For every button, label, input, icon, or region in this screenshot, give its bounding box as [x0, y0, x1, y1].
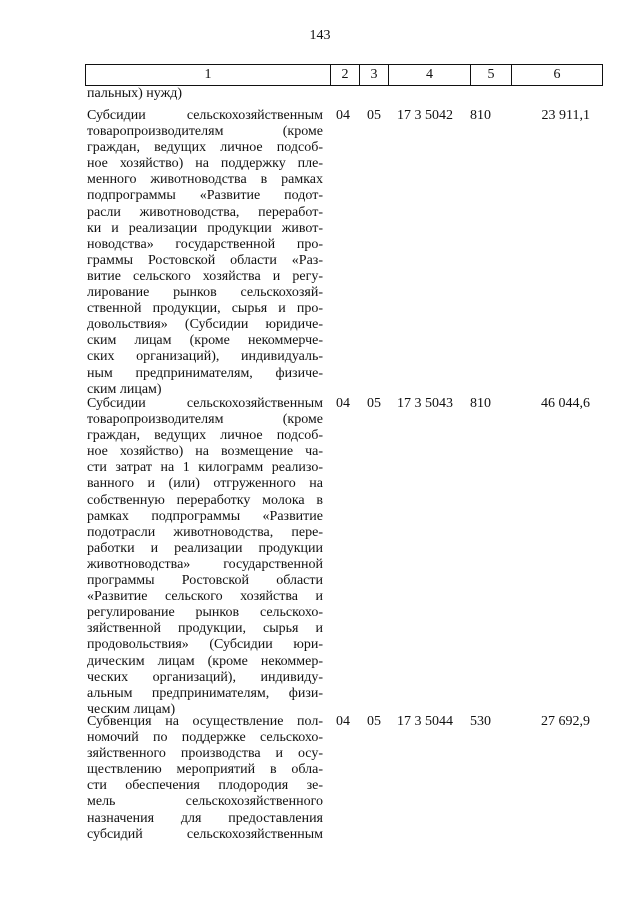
description-line: довольствия» (Субсидии юридиче- — [87, 317, 323, 333]
target-article-code: 17 3 5042 — [397, 108, 453, 123]
description-line: ственной продукции, сырья и про- — [87, 301, 323, 317]
description-line: граждан, ведущих личное подсоб- — [87, 140, 323, 156]
subsection-code: 05 — [367, 396, 381, 411]
description-line: ки и реализации продукции живот- — [87, 220, 323, 236]
header-col-5: 5 — [471, 65, 512, 86]
description-line: граждан, ведущих личное подсоб- — [87, 428, 323, 444]
description-line: альным предпринимателям, физи- — [87, 685, 323, 701]
description-line: номочий по поддержке сельскохо- — [87, 730, 323, 746]
subsection-code: 05 — [367, 714, 381, 729]
description-line: ным предпринимателям, физиче- — [87, 365, 323, 381]
description-line: Субвенция на осуществление пол- — [87, 714, 323, 729]
amount: 23 911,1 — [541, 108, 590, 123]
description-line: работки и реализации продукции — [87, 540, 323, 556]
description-line: ским лицам (кроме некоммерче- — [87, 333, 323, 349]
description-line: мель сельскохозяйственного — [87, 794, 323, 810]
description-line: ществлению мероприятий в обла- — [87, 762, 323, 778]
page-number: 143 — [309, 28, 331, 43]
description-line: зяйственной продукции, сырья и — [87, 621, 323, 637]
description-line: ческим лицам) — [87, 701, 176, 717]
section-code: 04 — [336, 396, 350, 411]
description-line: граммы Ростовской области «Раз- — [87, 252, 323, 268]
description-line: дическим лицам (кроме некоммер- — [87, 653, 323, 669]
amount: 27 692,9 — [541, 714, 590, 729]
description-line: лирование рынков сельскохозяй- — [87, 285, 323, 301]
description-line: ванного и (или) отгруженного на — [87, 476, 323, 492]
description-line: ное хозяйство) на возмещение ча- — [87, 444, 323, 460]
description-line: программы Ростовской области — [87, 573, 323, 589]
description-line: сти затрат на 1 килограмм реализо- — [87, 460, 323, 476]
description-line: зяйственного производства и осу- — [87, 746, 323, 762]
description-line: расли животноводства, переработ- — [87, 204, 323, 220]
description-line: ческих организаций), индивиду- — [87, 669, 323, 685]
subsection-code: 05 — [367, 108, 381, 123]
description-line: ное хозяйство) на поддержку пле- — [87, 156, 323, 172]
row-description — [87, 396, 323, 718]
description-line: субсидий сельскохозяйственным — [87, 826, 323, 842]
amount: 46 044,6 — [541, 396, 590, 411]
description-line: товаропроизводителям (кроме — [87, 124, 323, 140]
description-line: подотрасли животноводства, пере- — [87, 524, 323, 540]
description-line: новодства» государственной про- — [87, 236, 323, 252]
description-line: животноводства» государственной — [87, 556, 323, 572]
header-col-2: 2 — [331, 65, 360, 86]
row-description — [87, 714, 323, 843]
description-line: ским лицам) — [87, 381, 162, 397]
header-col-3: 3 — [360, 65, 389, 86]
description-line: Субсидии сельскохозяйственным — [87, 396, 323, 411]
description-line: подпрограммы «Развитие подот- — [87, 188, 323, 204]
column-header-row — [86, 65, 603, 86]
description-line: менного животноводства в рамках — [87, 172, 323, 188]
expense-type-code: 810 — [470, 108, 491, 123]
description-line: товаропроизводителям (кроме — [87, 412, 323, 428]
carryover-text: пальных) нужд) — [87, 86, 183, 101]
header-col-4: 4 — [389, 65, 471, 86]
header-col-1: 1 — [86, 65, 331, 86]
column-header-table — [85, 64, 603, 86]
description-line: сти обеспечения плодородия зе- — [87, 778, 323, 794]
description-line: регулирование рынков сельскохо- — [87, 605, 323, 621]
description-line: «Развитие сельского хозяйства и — [87, 589, 323, 605]
target-article-code: 17 3 5044 — [397, 714, 453, 729]
description-line: рамках подпрограммы «Развитие — [87, 508, 323, 524]
expense-type-code: 810 — [470, 396, 491, 411]
description-line: продовольствия» (Субсидии юри- — [87, 637, 323, 653]
description-line: Субсидии сельскохозяйственным — [87, 108, 323, 123]
section-code: 04 — [336, 108, 350, 123]
expense-type-code: 530 — [470, 714, 491, 729]
header-col-6: 6 — [512, 65, 603, 86]
description-line: назначения для предоставления — [87, 810, 323, 826]
target-article-code: 17 3 5043 — [397, 396, 453, 411]
description-line: ских организаций), индивидуаль- — [87, 349, 323, 365]
description-line: собственную переработку молока в — [87, 492, 323, 508]
section-code: 04 — [336, 714, 350, 729]
row-description — [87, 108, 323, 398]
description-line: витие сельского хозяйства и регу- — [87, 268, 323, 284]
